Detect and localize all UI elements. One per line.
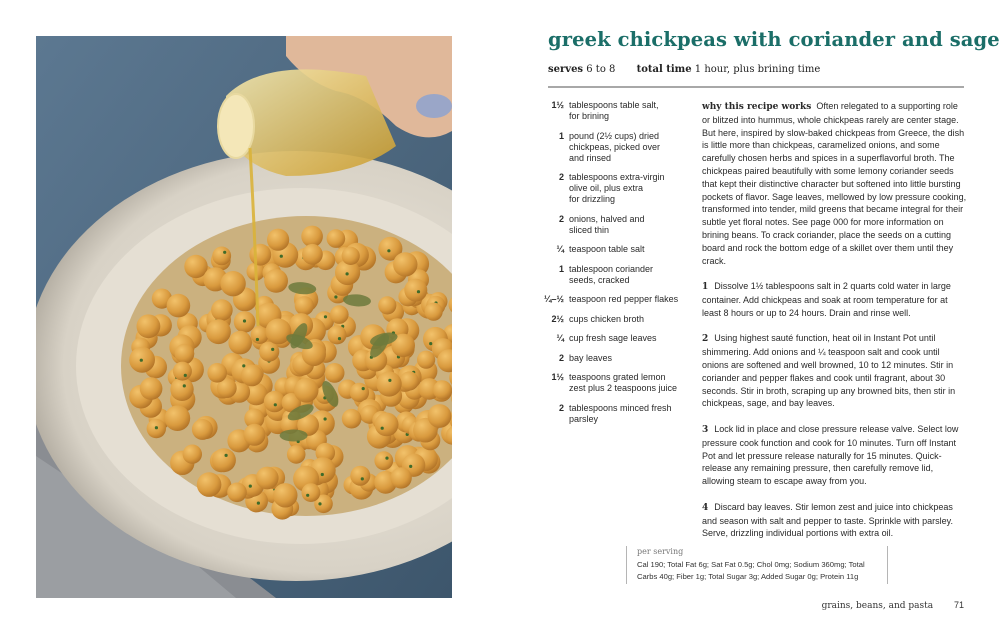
ingredient-line: sliced thin [569,224,610,235]
chickpea-shape [197,472,222,497]
chickpea-shape [328,325,347,344]
ingredient-item [536,314,696,325]
ingredient-qty: ¼ [556,244,564,254]
parsley-fleck [385,457,388,460]
title-divider [548,86,964,88]
total-time-label: total time [636,64,692,75]
ingredient-line: tablespoon coriander [569,263,654,274]
ingredient-item [536,403,696,425]
chickpea-shape [404,279,427,302]
recipe-photo [36,36,452,598]
chickpea-shape [428,404,452,428]
serves-label: serves [548,64,584,75]
ingredient-line: for brining [569,111,610,121]
chickpea-shape [249,244,271,266]
parsley-fleck [346,272,349,275]
chickpea-shape [378,296,396,314]
why-label: why this recipe works [702,102,812,112]
ingredient-qty: ¼–½ [543,294,564,304]
ingredient-qty: 1 [558,130,564,141]
ingredient-text [569,294,696,305]
chickpea-shape [325,363,345,383]
chickpea-shape [393,252,417,276]
chickpea-shape [377,371,402,396]
ingredient-line: zest plus 2 teaspoons juice [569,383,678,393]
chickpea-shape [192,419,213,440]
step-number: 2 [702,334,709,345]
chickpea-shape [375,413,399,437]
ingredient-item [536,131,696,164]
nutrition-line-1: Cal 190; Total Fat 6g; Sat Fat 0.5g; Chol 0mg; Sodium 360mg; Total [637,560,865,569]
parsley-fleck [271,348,274,351]
ingredient-qty: 2 [558,402,564,413]
chickpea-shape [374,451,393,470]
parsley-fleck [280,255,283,258]
ingredient-line: for drizzling [569,194,616,204]
ingredients-list [536,100,696,433]
method-step [702,332,968,410]
chickpea-shape [350,466,370,486]
parsley-fleck [381,427,384,430]
ingredient-line: chickpeas, picked over [569,141,661,152]
chickpea-shape [206,319,231,344]
ingredient-text [569,131,696,164]
chickpea-shape [183,445,202,464]
parsley-fleck [225,454,228,457]
chickpea-shape [264,269,288,293]
ingredient-text [569,403,696,425]
parsley-fleck [338,337,341,340]
parsley-fleck [361,477,364,480]
ingredient-item [536,353,696,364]
method-step [702,423,968,488]
parsley-fleck [387,249,390,252]
parsley-fleck [243,319,246,322]
chickpea-shape [227,483,247,503]
ingredient-line: pound (2½ cups) dried [569,130,660,141]
recipe-title: greek chickpeas with coriander and sage [548,28,1000,51]
step-text: Lock lid in place and close pressure release valve. Select low pressure cook function and cook for 10 minutes. Turn off Instant Pot and let pressure release naturally for 15 minutes. Quick-release any remaining pressure, then carefully remove lid, allowing steam to escape away from you. [702,423,959,487]
page-number: 71 [953,600,964,610]
chickpea-shape [207,363,227,383]
why-this-recipe-works [702,100,968,267]
per-serving-label: per serving [637,547,684,556]
steps-list [702,280,968,540]
recipe-meta [548,64,838,75]
ingredient-qty: 1 [558,263,564,274]
chickpea-shape [390,467,411,488]
ingredient-line: cup fresh sage leaves [569,333,657,343]
ingredient-line: tablespoons minced fresh [569,402,672,413]
parsley-fleck [257,502,260,505]
chickpea-shape [241,365,263,387]
chickpea-shape [167,294,191,318]
chickpea-shape [433,380,452,399]
ingredient-qty: 1½ [551,372,564,382]
chickpea-shape [140,377,163,400]
chickpea-shape [294,378,319,403]
chickpea-shape [350,383,369,402]
chickpea-shape [425,303,443,321]
step-number: 4 [702,502,709,513]
chickpea-shape [228,331,252,355]
ingredient-text [569,333,696,344]
ingredient-text [569,214,696,236]
why-text: Often relegated to a supporting role or blitzed into hummus, whole chickpeas rarely are center stage. But here, inspired by slow-baked chickpeas from Greece, the dish is little more than chickpeas, caramelized onions, and some carefully chosen herbs and spices in a superflavorful broth. The chickpeas paired beautifully with some lemony coriander seeds that kept their distinctive character but softened into little bursting pockets of flavor. Sage leaves, mellowed by low pressure cooking, transformed into tender, mild greens that became integral for their subtle yet floral notes. See page 000 for more information on brining beans. To crack coriander, place the seeds on a cutting board and rock the bottom edge of a skillet over them until they crack. [702,101,967,266]
ingredient-line: parsley [569,413,599,424]
chickpea-shape [173,362,192,381]
parsley-fleck [306,494,309,497]
chickpea-shape [212,247,231,266]
chickpea-shape [256,467,279,490]
step-number: 1 [702,282,709,293]
ingredient-line: cups chicken broth [569,313,645,324]
chickpea-shape [137,314,161,338]
ingredient-line: and rinsed [569,152,612,163]
chickpea-shape [302,244,323,265]
chickpea-shape [267,229,289,251]
ingredient-line: teaspoon table salt [569,244,645,254]
chickpea-shape [295,296,314,315]
method-step [702,501,968,540]
ingredient-qty: 2 [558,352,564,363]
ingredient-qty: 2 [558,172,564,182]
serves-value: 6 to 8 [586,64,616,75]
ingredient-text [569,244,696,255]
ingredient-line: onions, halved and [569,213,645,224]
parsley-fleck [429,342,432,345]
parsley-fleck [334,295,337,298]
ingredient-item [536,100,696,122]
chickpea-shape [184,255,207,278]
parsley-fleck [256,338,259,341]
parsley-fleck [249,485,252,488]
ingredient-line: bay leaves [569,352,613,363]
ingredient-qty: ¼ [556,333,564,343]
ingredient-item [536,294,696,305]
chickpea-shape [417,351,435,369]
chickpea-shape [244,424,266,446]
ingredient-item [536,244,696,255]
ingredient-qty: 2 [558,213,564,224]
page-footer [822,600,964,611]
parsley-fleck [183,384,186,387]
section-name: grains, beans, and pasta [821,601,934,611]
chickpea-shape [220,271,245,296]
ingredient-line: olive oil, plus extra [569,183,644,193]
parsley-fleck [140,359,143,362]
chickpea-shape [330,305,349,324]
parsley-fleck [417,290,420,293]
chickpea-shape [342,409,362,429]
ingredient-text [569,314,696,325]
parsley-fleck [409,465,412,468]
sage-leaf-shape [280,430,308,442]
ingredient-item [536,372,696,394]
step-text: Using highest sauté function, heat oil in Instant Pot until shimmering. Add onions and ¼ teaspoon salt and cook until onions are softened and well browned, 10 to 12 minutes. Stir in coriander and pepper flakes and cook until fragrant, about 30 seconds. Stir in broth, scraping up any browned bits, then stir in chickpeas, sage, and bay leaves. [702,333,956,409]
step-text: Discard bay leaves. Stir lemon zest and juice into chickpeas and season with salt and pepper to taste. Sprinkle with parsley. Serve, drizzling individual portions with extra oil. [702,501,953,539]
method-column [702,100,968,553]
ingredient-item [536,172,696,205]
per-serving-box [626,546,888,584]
chickpea-shape [400,371,419,390]
parsley-fleck [324,417,327,420]
parsley-fleck [318,502,321,505]
chickpea-shape [342,247,360,265]
ingredient-qty: 2½ [551,313,564,324]
ingredient-line: tablespoons extra-virgin [569,172,665,182]
ingredient-line: teaspoons grated lemon [569,372,666,382]
ingredient-text [569,100,696,122]
ingredient-item [536,333,696,344]
step-number: 3 [702,424,709,435]
ingredient-item [536,264,696,286]
chickpea-shape [165,405,191,431]
chickpea-shape [259,342,279,362]
ingredient-line: seeds, cracked [569,274,630,285]
chickpea-shape [170,378,193,401]
chickpea-shape [302,483,321,502]
chickpea-shape [273,483,297,507]
ingredient-item [536,214,696,236]
chickpea-shape [211,299,233,321]
parsley-fleck [223,251,226,254]
ingredient-qty: 1½ [551,100,564,110]
parsley-fleck [274,403,277,406]
parsley-fleck [362,387,365,390]
parsley-fleck [184,374,187,377]
ingredient-line: tablespoons table salt, [569,100,659,110]
ingredient-text [569,353,696,364]
chickpea-shape [287,445,306,464]
nutrition-line-2: Carbs 40g; Fiber 1g; Total Sugar 3g; Added Sugar 0g; Protein 11g [637,572,859,581]
parsley-fleck [324,315,327,318]
ingredient-text [569,264,696,286]
ingredient-text [569,172,696,205]
parsley-fleck [321,473,324,476]
step-text: Dissolve 1½ tablespoons salt in 2 quarts cold water in large container. Add chickpeas and soak at room temperature for at least 8 hours or up to 24 hours. Drain and rinse well. [702,281,951,318]
chickpea-shape [175,344,195,364]
chickpea-dish-illustration [36,36,452,598]
total-time-value: 1 hour, plus brining time [694,64,821,75]
method-step [702,280,968,319]
parsley-fleck [155,426,158,429]
ingredient-text [569,372,696,394]
parsley-fleck [388,379,391,382]
chickpea-shape [212,448,236,472]
ingredient-line: teaspoon red pepper flakes [569,294,679,304]
chickpea-shape [327,229,346,248]
